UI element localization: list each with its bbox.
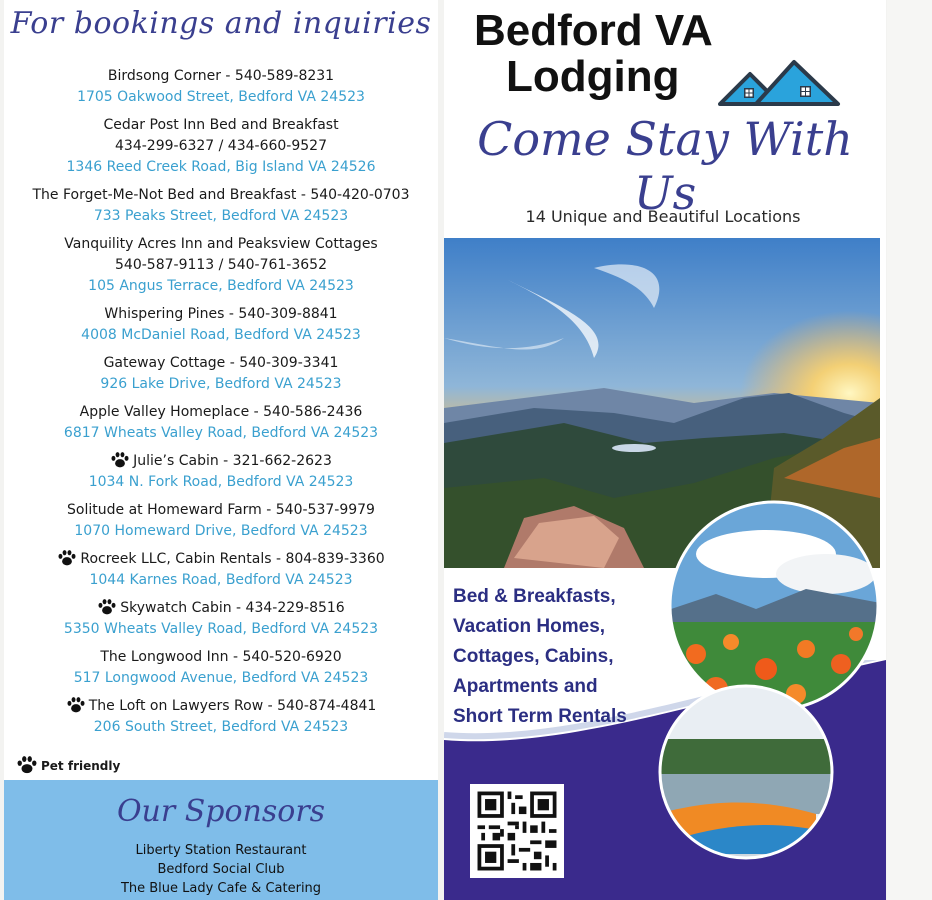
bookings-panel [4,0,438,900]
listing-name [4,185,438,206]
listing-name-text: Julie’s Cabin - 321-662-2623 [133,453,332,469]
listing-item [4,353,438,395]
brochure-cover [444,0,886,900]
listing-address: 105 Angus Terrace, Bedford VA 24523 [88,278,354,294]
paw-icon [16,755,38,775]
listing-address: 6817 Wheats Valley Road, Bedford VA 24523 [63,425,379,441]
listing-name-text: Gateway Cottage - 540-309-3341 [103,355,339,371]
listing-name-text: Whispering Pines - 540-309-8841 [104,306,338,322]
lake-kayaks-photo [656,684,886,894]
listing-name-text: Skywatch Cabin - 434-229-8516 [120,600,345,616]
listing-item [4,66,438,108]
listing-item [4,647,438,689]
house-roof-icon [716,52,844,108]
paw-icon [57,549,77,567]
service-item: Short Term Rentals [453,706,627,727]
listing-name [4,234,438,255]
listing-name [4,304,438,325]
page-margin [887,0,932,900]
listing-item [4,598,438,640]
listing-phone: 540-587-9113 / 540-761-3652 [115,257,327,273]
listing-item [4,500,438,542]
listing-name-text: Solitude at Homeward Farm - 540-537-9979 [67,502,375,518]
listing-address: 1044 Karnes Road, Bedford VA 24523 [89,572,353,588]
listing-name-text: The Forget-Me-Not Bed and Breakfast - 540-420-0703 [32,187,410,203]
listing-address: 1034 N. Fork Road, Bedford VA 24523 [88,474,354,490]
listing-item [4,115,438,178]
locations-subtitle: 14 Unique and Beautiful Locations [525,207,801,226]
services-list [453,582,683,732]
paw-icon [110,451,130,469]
sponsor-item: Bedford Social Club [157,862,285,877]
listing-name-text: Vanquility Acres Inn and Peaksview Cottages [64,236,378,252]
pet-friendly-label: Pet friendly [41,759,121,773]
sponsors-heading: Our Sponsors [116,794,326,829]
listing-address: 733 Peaks Street, Bedford VA 24523 [93,208,349,224]
brand-title-line2: Lodging [506,52,680,101]
listing-name-text: Apple Valley Homeplace - 540-586-2436 [79,404,363,420]
listing-name [4,549,438,570]
paw-icon [97,598,117,616]
service-item: Vacation Homes, [453,616,606,637]
pet-friendly-legend [16,755,120,775]
listing-address: 1070 Homeward Drive, Bedford VA 24523 [74,523,368,539]
listing-address: 1346 Reed Creek Road, Big Island VA 24526 [66,159,376,175]
listing-address: 5350 Wheats Valley Road, Bedford VA 24523 [63,621,379,637]
listing-name [4,66,438,87]
qr-code[interactable] [470,784,564,878]
listing-name [4,402,438,423]
listing-name-text: Birdsong Corner - 540-589-8231 [107,68,335,84]
listing-name [4,696,438,717]
listing-name [4,500,438,521]
listing-address: 1705 Oakwood Street, Bedford VA 24523 [77,89,365,105]
listing-name-text: The Longwood Inn - 540-520-6920 [100,649,342,665]
service-item: Apartments and [453,676,598,697]
listing-name-text: Cedar Post Inn Bed and Breakfast [103,117,339,133]
listing-item [4,304,438,346]
service-item: Cottages, Cabins, [453,646,614,667]
tagline: Come Stay With Us [477,112,853,220]
listing-address: 206 South Street, Bedford VA 24523 [93,719,349,735]
service-item: Bed & Breakfasts, [453,586,616,607]
listing-name [4,598,438,619]
sponsor-item: Liberty Station Restaurant [135,843,307,858]
listings-list [4,66,438,745]
listing-name-text: The Loft on Lawyers Row - 540-874-4841 [88,698,377,714]
listing-name [4,451,438,472]
sponsor-item: The Blue Lady Cafe & Catering [120,881,322,896]
listing-item [4,451,438,493]
listing-item [4,185,438,227]
listing-phone: 434-299-6327 / 434-660-9527 [115,138,327,154]
paw-icon [66,696,86,714]
listing-item [4,402,438,444]
brand-title-line1: Bedford VA [474,6,713,55]
listing-address: 4008 McDaniel Road, Bedford VA 24523 [81,327,361,343]
listing-item [4,549,438,591]
listing-address: 517 Longwood Avenue, Bedford VA 24523 [73,670,369,686]
listing-item [4,696,438,738]
listing-name [4,353,438,374]
photo-circles [656,494,886,900]
bookings-heading: For bookings and inquiries [10,6,432,41]
listing-address: 926 Lake Drive, Bedford VA 24523 [100,376,342,392]
sponsors-section [4,780,438,900]
listing-item [4,234,438,297]
listing-name [4,115,438,136]
listing-name-text: Rocreek LLC, Cabin Rentals - 804-839-3360 [80,551,385,567]
qr-code-graphic [470,784,564,878]
listing-name [4,647,438,668]
